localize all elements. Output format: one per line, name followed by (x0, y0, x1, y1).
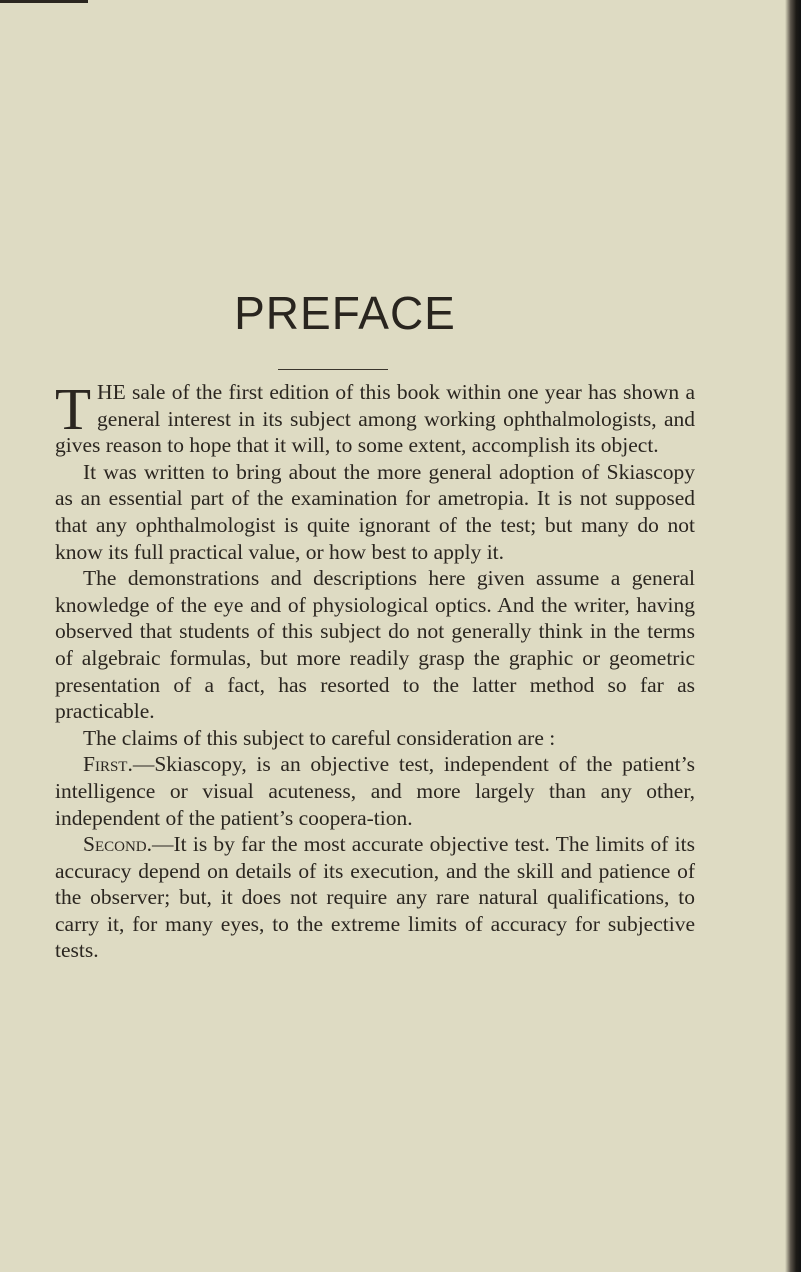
page-edge-shadow (785, 0, 801, 1272)
paragraph-4: The claims of this subject to careful consideration are : (83, 725, 556, 750)
heading-rule (278, 369, 388, 370)
page-heading: PREFACE (234, 287, 456, 339)
paragraph-6-lead: Second. (83, 832, 152, 857)
paragraph-6 (55, 831, 695, 964)
drop-cap: T (55, 376, 92, 442)
paragraph-5 (55, 751, 695, 831)
top-edge-rule (0, 0, 88, 3)
paragraph-2: It was written to bring about the more general adoption of Skiascopy as an essential part of the examination for ametropia. It is not supposed that any ophthalmologist is quite ignorant of the test; but many do not know its full practical value, or how best to apply it. (55, 459, 695, 564)
paragraph-6-text: —It is by far the most accurate objective test. The limits of its accuracy depend on details of its execution, and the skill and patience of the observer; but, it does not require any rare natural qualifications, to carry it, for many eyes, to the extreme limits of accuracy for subjective tests. (55, 832, 695, 963)
paragraph-5-lead: First. (83, 752, 133, 777)
paragraph-5-text: —Skiascopy, is an objective test, independent of the patient’s intelligence or visual acuteness, and more largely than any other, independent of the patient’s coopera-tion. (55, 752, 695, 830)
paragraph-3: The demonstrations and descriptions here given assume a general knowledge of the eye and of physiological optics. And the writer, having observed that students of this subject do not generally think in the terms of algebraic formulas, but more readily grasp the graphic or geometric presentation of a fact, has resorted to the latter method so far as practicable. (55, 566, 695, 724)
paragraph-1 (55, 376, 695, 459)
paragraph-1-text: HE sale of the first edition of this book within one year has shown a general interest in its subject among working ophthalmologists, and gives reason to hope that it will, to some extent, accomplish its object. (55, 380, 695, 458)
preface-body (55, 376, 695, 964)
